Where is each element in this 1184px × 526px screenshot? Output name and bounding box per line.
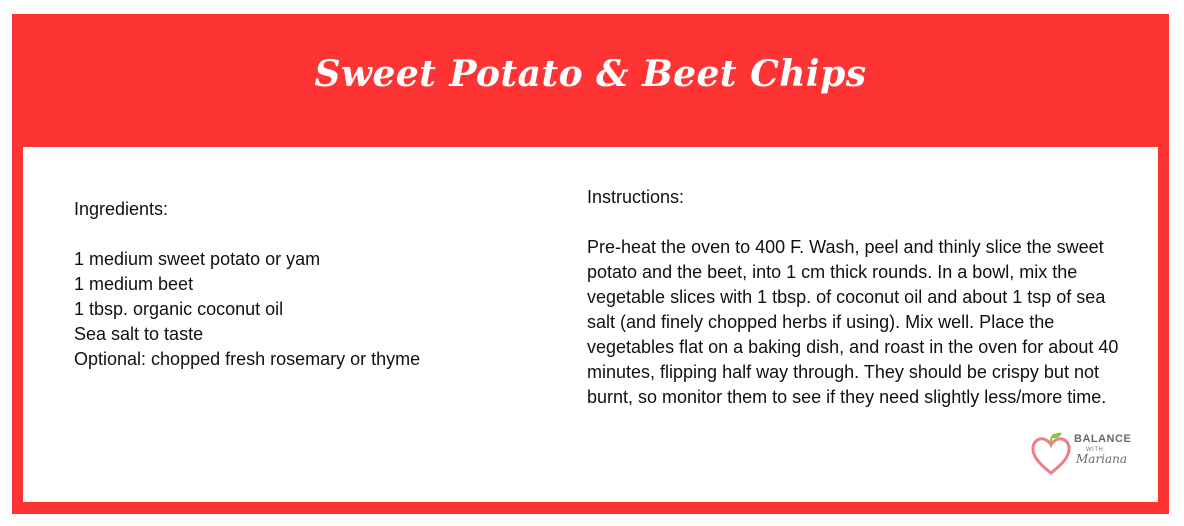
instructions-section	[587, 185, 1137, 410]
instructions-heading: Instructions:	[587, 187, 685, 207]
logo-brand-text: BALANCE	[1074, 433, 1132, 445]
heart-with-leaf-icon	[1030, 431, 1072, 477]
brand-logo	[1030, 431, 1140, 481]
recipe-panel	[23, 147, 1158, 502]
logo-with-text: WITH	[1086, 447, 1104, 453]
ingredient-item: 1 medium beet	[74, 274, 194, 294]
logo-name-text: Mariana	[1076, 452, 1128, 466]
ingredient-item: 1 medium sweet potato or yam	[74, 249, 321, 269]
instructions-text: Pre-heat the oven to 400 F. Wash, peel and thinly slice the sweet potato and the beet, into 1 cm thick rounds. In a bowl, mix the vegetable slices with 1 tbsp. of coconut oil and about 1 tsp of sea salt (and finely chopped herbs if using). Mix well. Place the vegetables flat on a baking dish, and roast in the oven for about 40 minutes, flipping half way through. They should be crispy but not burnt, so monitor them to see if they need slightly less/more time.	[587, 237, 1119, 407]
ingredient-item: Sea salt to taste	[74, 324, 204, 344]
recipe-card	[12, 14, 1169, 514]
ingredients-heading: Ingredients:	[74, 199, 169, 219]
ingredient-item: 1 tbsp. organic coconut oil	[74, 299, 284, 319]
ingredients-list	[74, 247, 494, 372]
ingredient-item: Optional: chopped fresh rosemary or thyme	[74, 349, 421, 369]
recipe-title: Sweet Potato & Beet Chips	[314, 53, 867, 95]
ingredients-section	[74, 197, 494, 372]
